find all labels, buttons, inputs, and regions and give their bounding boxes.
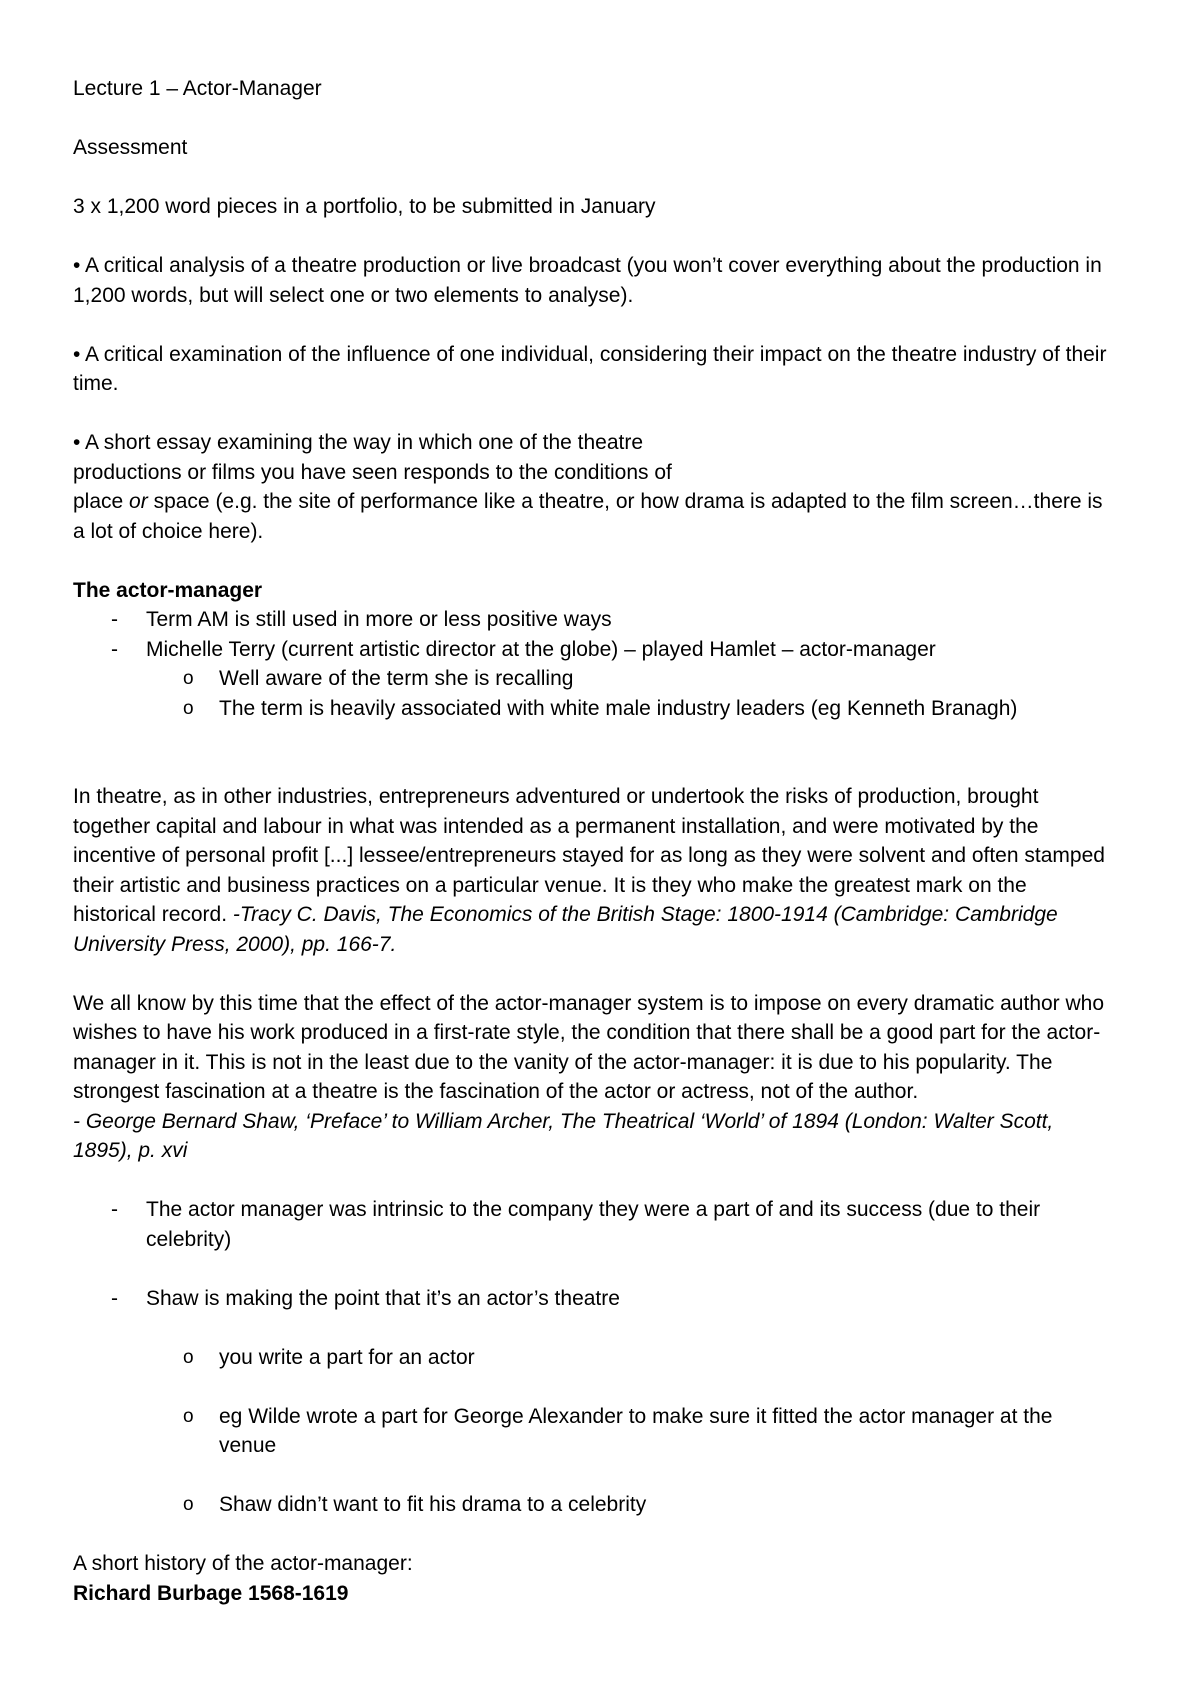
history-heading: A short history of the actor-manager: <box>73 1552 413 1575</box>
dash-marker: - <box>111 637 118 661</box>
assessment-summary: 3 x 1,200 word pieces in a portfolio, to be submitted in January <box>73 195 656 218</box>
bullet-line-3-italic: or <box>129 490 148 513</box>
assessment-heading: Assessment <box>73 136 188 159</box>
sub-list-item <box>73 1490 1110 1520</box>
list-item-text: Shaw is making the point that it’s an actor’s theatre <box>146 1286 620 1310</box>
spacer <box>73 753 1110 783</box>
quote-shaw: We all know by this time that the effect of the actor-manager system is to impose on every dramatic author who wishes to have his work produced in a first-rate style, the condition that there shall be a good part for the actor-manager in it. This is not in the least due to the vanity of the actor-manager: it is due to his popularity. The strongest fascination at a theatre is the fascination of the actor or actress, not of the author. <box>73 991 1105 1103</box>
sub-list-item <box>73 694 1110 724</box>
bullet-line-3-start: place <box>73 490 130 513</box>
bullet-line-3-end: space (e.g. the site of performance like a theatre, or how drama is adapted to the film screen…there is a lot of choice here). <box>73 490 1103 543</box>
quote-davis <box>73 782 1110 959</box>
sub-list-item-text: Well aware of the term she is recalling <box>219 667 574 690</box>
circle-marker: o <box>183 1346 194 1368</box>
assessment-bullet-1 <box>73 251 1110 310</box>
list-item <box>73 605 1110 635</box>
quote-text: In theatre, as in other industries, entrepreneurs adventured or undertook the risks of production, brought together capital and labour in what was intended as a permanent installation, and were motivated by the incentive of personal profit [...] lessee/entrepreneurs stayed for as long as they were solvent and often stamped their artistic and business practices on a particular venue. It is they who make the greatest mark on the historical record. <box>73 785 1105 926</box>
list-item <box>73 635 1110 665</box>
notes-list <box>73 1195 1110 1313</box>
quote-citation-shaw: - George Bernard Shaw, ‘Preface’ to William Archer, The Theatrical ‘World’ of 1894 (London: Walter Scott, 1895), p. xvi <box>73 1109 1054 1162</box>
bullet-marker: • <box>73 431 81 454</box>
actor-manager-sublist <box>73 664 1110 723</box>
bullet-marker: • <box>73 342 81 366</box>
dash-marker: - <box>111 608 118 631</box>
actor-manager-list <box>73 605 1110 664</box>
notes-sublist <box>73 1343 1110 1520</box>
spacer <box>73 723 1110 753</box>
sub-list-item-text: The term is heavily associated with white male industry leaders (eg Kenneth Branagh) <box>219 696 1018 720</box>
sub-list-item <box>73 1343 1110 1373</box>
sub-list-item-text: you write a part for an actor <box>219 1345 475 1369</box>
quote-citation: -Tracy C. Davis, The Economics of the British Stage: 1800-1914 (Cambridge: Cambridge University Press, 2000), pp. 166-7. <box>73 903 1058 956</box>
sub-list-item-text: Shaw didn’t want to fit his drama to a celebrity <box>219 1493 647 1516</box>
circle-marker: o <box>183 1494 194 1515</box>
circle-marker: o <box>183 697 194 719</box>
sub-list-item <box>73 1402 1110 1461</box>
list-item-text: Michelle Terry (current artistic director at the globe) – played Hamlet – actor-manager <box>146 637 936 661</box>
circle-marker: o <box>183 668 194 689</box>
sub-list-item-text: eg Wilde wrote a part for George Alexander to make sure it fitted the actor manager at the venue <box>219 1404 1053 1457</box>
list-item-text: Term AM is still used in more or less positive ways <box>146 608 612 631</box>
dash-marker: - <box>111 1286 118 1310</box>
bullet-text: A critical examination of the influence of one individual, considering their impact on the theatre industry of their time. <box>73 342 1107 395</box>
bullet-marker: • <box>73 254 81 277</box>
list-item <box>73 1195 1110 1254</box>
page-title: Lecture 1 – Actor-Manager <box>73 77 322 100</box>
bullet-text: A critical analysis of a theatre production or live broadcast (you won’t cover everything about the production in 1,200 words, but will select one or two elements to analyse). <box>73 254 1102 307</box>
assessment-bullet-3 <box>73 428 1110 546</box>
section-heading-actor-manager: The actor-manager <box>73 578 263 602</box>
circle-marker: o <box>183 1405 194 1427</box>
bullet-line-2: productions or films you have seen responds to the conditions of <box>73 460 672 484</box>
list-item-text: The actor manager was intrinsic to the company they were a part of and its success (due to their celebrity) <box>146 1198 1041 1251</box>
sub-list-item <box>73 664 1110 694</box>
assessment-bullet-2 <box>73 340 1110 399</box>
history-entry: Richard Burbage 1568-1619 <box>73 1581 349 1605</box>
bullet-line-1: A short essay examining the way in which one of the theatre <box>85 431 644 454</box>
list-item <box>73 1284 1110 1314</box>
dash-marker: - <box>111 1198 118 1221</box>
